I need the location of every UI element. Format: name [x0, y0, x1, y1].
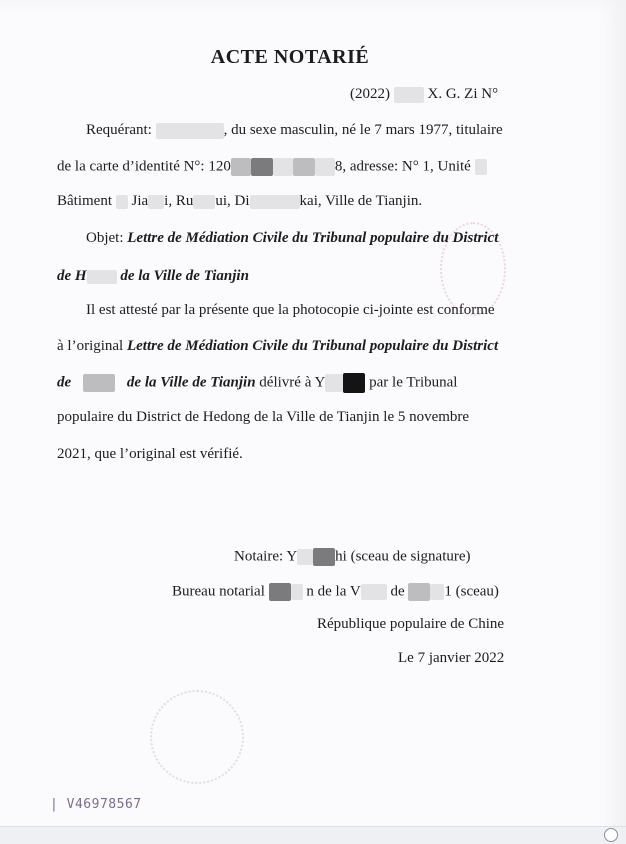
redacted-block — [394, 87, 424, 103]
brightness-icon[interactable] — [604, 828, 618, 842]
redacted-block — [475, 159, 487, 175]
body-line-3: de de la Ville de Tianjin délivré à Y par le Tribunal — [57, 373, 457, 393]
redacted-block — [361, 584, 387, 600]
objet-line-1: Objet: Lettre de Médiation Civile du Tribunal populaire du District — [86, 230, 499, 246]
redacted-block — [343, 373, 365, 393]
serial-number: | V46978567 — [50, 797, 142, 812]
requerant-line-3: Bâtiment Jia i, Ru ui, Di kai, Ville de Tianjin. — [57, 193, 423, 209]
redacted-block — [315, 158, 335, 176]
redacted-block — [87, 270, 117, 284]
republique-line: République populaire de Chine — [317, 616, 505, 632]
redacted-block — [293, 158, 315, 176]
redacted-block — [313, 548, 335, 566]
redacted-block — [148, 195, 164, 209]
notaire-line: Notaire: Y hi (sceau de signature) — [234, 548, 471, 565]
document-title: ACTE NOTARIÉ — [210, 46, 370, 68]
body-line-4: populaire du District de Hedong de la Ville de Tianjin le 5 novembre — [57, 409, 470, 425]
requerant-line-2: de la carte d’identité N°: 120 8, adresse: N° 1, Unité — [57, 158, 487, 176]
redacted-block — [430, 584, 444, 600]
faint-embossed-seal — [150, 690, 244, 784]
redacted-block — [408, 583, 430, 601]
redacted-block — [116, 195, 128, 209]
reference-line: (2022) X. G. Zi N° — [350, 86, 499, 102]
date-line: Le 7 janvier 2022 — [398, 650, 505, 666]
redacted-block — [297, 549, 313, 565]
redacted-block — [273, 158, 293, 176]
objet-line-2: de H de la Ville de Tianjin — [57, 268, 249, 284]
redacted-block — [250, 195, 300, 209]
body-line-2: à l’original Lettre de Médiation Civile du Tribunal populaire du District — [57, 338, 499, 354]
bureau-notarial-line: Bureau notarial n de la V de 1 (sceau) — [172, 583, 499, 600]
redacted-block — [269, 583, 291, 601]
redacted-block — [251, 158, 273, 176]
body-line-1: Il est attesté par la présente que la photocopie ci-jointe est conforme — [86, 302, 495, 318]
bottom-toolbar — [0, 826, 626, 844]
redacted-block — [291, 584, 303, 600]
redacted-block — [193, 195, 215, 209]
requerant-line-1: Requérant: , du sexe masculin, né le 7 mars 1977, titulaire — [86, 122, 503, 138]
body-line-5: 2021, que l’original est vérifié. — [57, 446, 243, 462]
redacted-block — [231, 158, 251, 176]
redacted-block — [156, 123, 224, 139]
redacted-block — [325, 374, 343, 392]
redacted-block — [83, 374, 115, 392]
